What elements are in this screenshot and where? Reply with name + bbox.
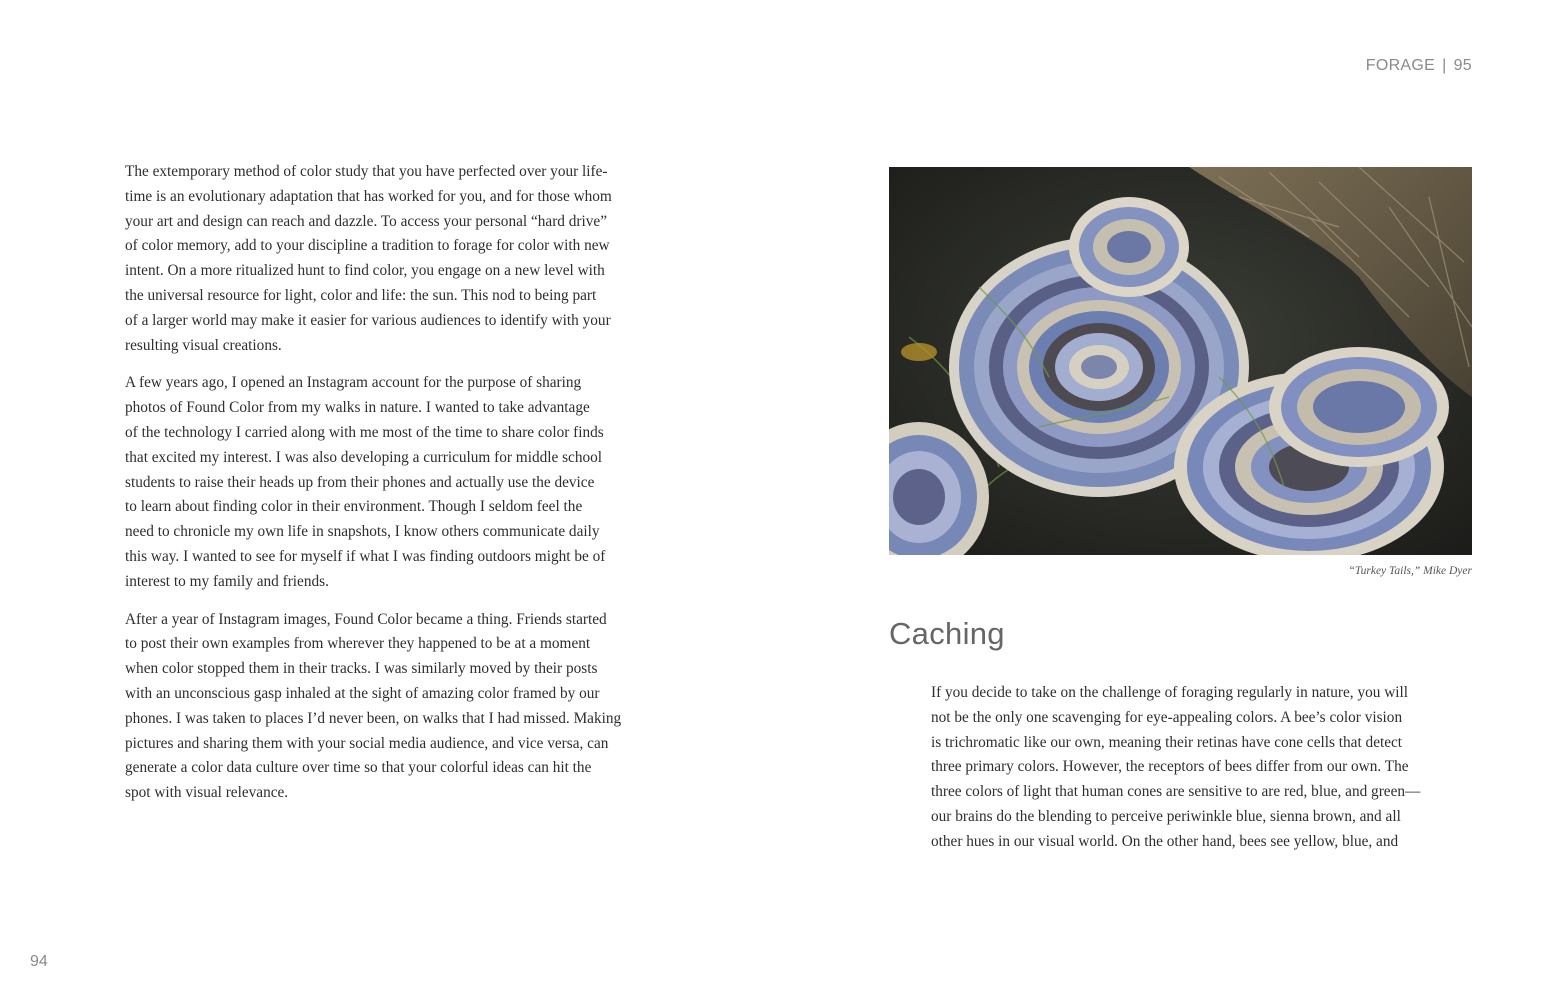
section-heading: Caching bbox=[889, 616, 1005, 651]
running-head-section: FORAGE bbox=[1365, 57, 1436, 74]
paragraph: After a year of Instagram images, Found Color became a thing. Friends started to post their own examples from wherever they happened to be at a moment when color stopped them in their tracks. I was similarly moved by their posts with an unconscious gasp inhaled at the sight of amazing color framed by our phones. I was taken to places I’d never been, on walks that I had missed. Making pictures and sharing them with your social media audience, and vice versa, can generate a color data culture over time so that your colorful ideas can hit the spot with visual relevance. bbox=[125, 610, 622, 802]
left-body-text bbox=[125, 160, 671, 806]
right-page bbox=[778, 0, 1556, 1000]
paragraph: The extemporary method of color study that you have perfected over your life- time is an evolutionary adaptation that has worked for you, and for those whom your art and design can reach and dazzle. To access your personal “hard drive” of color memory, add to your discipline a tradition to forage for color with new intent. On a more ritualized hunt to find color, you engage on a new level with the universal resource for light, color and life: the sun. This nod to being part of a larger world may make it easier for various audiences to identify with your resulting visual creations. bbox=[125, 163, 612, 354]
photo-illustration bbox=[889, 167, 1472, 555]
page-number-left: 94 bbox=[30, 953, 48, 970]
paragraph: If you decide to take on the challenge of foraging regularly in nature, you will not be the only one scavenging for eye-appealing colors. A bee’s color vision is trichromatic like our own, meaning their retinas have cone cells that detect three primary colors. However, the receptors of bees differ from our own. The three colors of light that human cones are sensitive to are red, blue, and green— our brains do the blending to perceive periwinkle blue, sienna brown, and all other hues in our visual world. On the other hand, bees see yellow, blue, and bbox=[931, 684, 1421, 850]
page-number-right: 95 bbox=[1453, 57, 1472, 74]
running-head-separator: | bbox=[1442, 57, 1447, 74]
paragraph: A few years ago, I opened an Instagram account for the purpose of sharing photos of Found Color from my walks in nature. I wanted to take advantage of the technology I carried along with me most of the time to share color finds that excited my interest. I was also developing a curriculum for middle school students to raise their heads up from their phones and actually use the device to learn about finding color in their environment. Though I seldom feel the need to chronicle my own life in snapshots, I know others communicate daily this way. I wanted to see for myself if what I was finding outdoors might be of interest to my family and friends. bbox=[125, 374, 606, 590]
right-body-text bbox=[931, 681, 1491, 855]
photo-caption: “Turkey Tails,” Mike Dyer bbox=[1348, 565, 1472, 577]
running-head bbox=[1366, 57, 1472, 75]
turkey-tail-fungus-photo bbox=[889, 167, 1472, 555]
